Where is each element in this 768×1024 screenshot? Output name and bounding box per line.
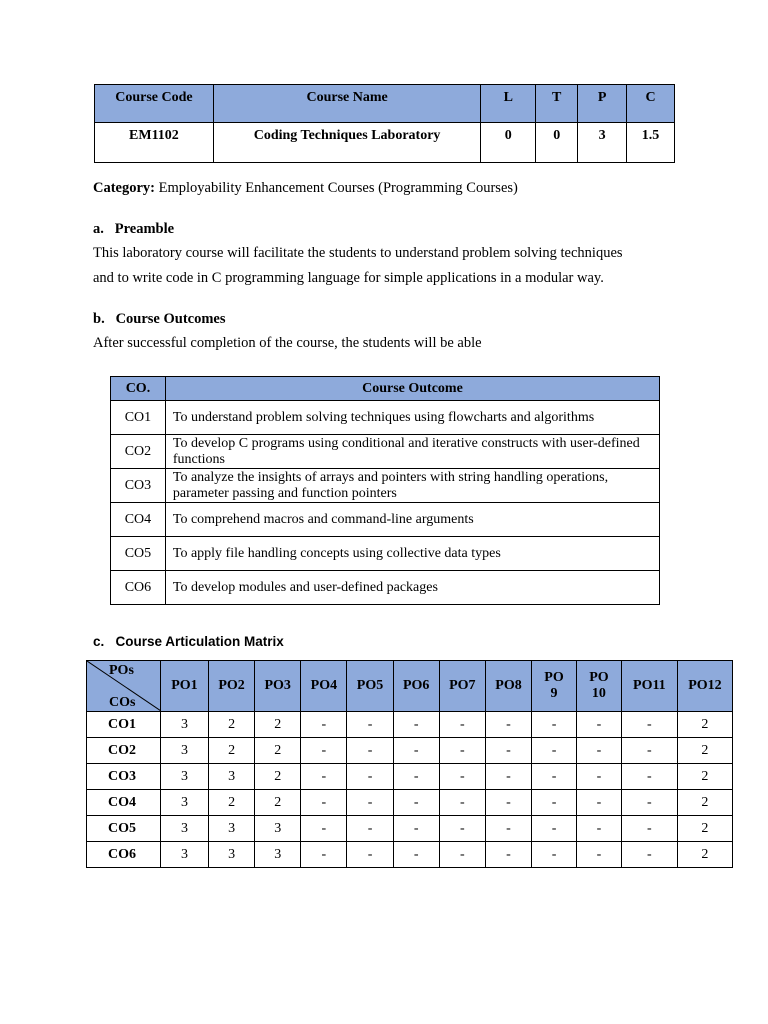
co-row xyxy=(111,469,660,503)
course-value-row xyxy=(95,123,675,163)
outcomes-intro: After successful completion of the course, the students will be able xyxy=(93,335,482,351)
matrix-cell: 2 xyxy=(677,712,732,738)
header-l: L xyxy=(481,85,536,123)
matrix-cell: - xyxy=(439,738,485,764)
matrix-cell: - xyxy=(301,790,347,816)
co-text: To comprehend macros and command-line arguments xyxy=(165,503,659,537)
category-label: Category: xyxy=(93,180,156,196)
matrix-cell: - xyxy=(439,842,485,868)
co-id: CO3 xyxy=(111,469,166,503)
matrix-cell: - xyxy=(576,764,621,790)
matrix-cell: 2 xyxy=(208,790,254,816)
matrix-cell: - xyxy=(347,842,393,868)
matrix-cell: - xyxy=(532,816,577,842)
preamble-line-2: and to write code in C programming language for simple applications in a modular way. xyxy=(93,270,604,286)
matrix-cell: - xyxy=(439,764,485,790)
preamble-body xyxy=(93,241,623,291)
matrix-cell: 3 xyxy=(160,738,208,764)
matrix-cell: 2 xyxy=(677,842,732,868)
matrix-row-header: CO1 xyxy=(87,712,161,738)
co-row xyxy=(111,401,660,435)
matrix-cell: - xyxy=(347,712,393,738)
course-info-table xyxy=(94,84,675,163)
header-t: T xyxy=(536,85,578,123)
matrix-cell: - xyxy=(576,816,621,842)
matrix-cell: 3 xyxy=(255,842,301,868)
co-text: To apply file handling concepts using collective data types xyxy=(165,537,659,571)
matrix-col-header: PO3 xyxy=(255,661,301,712)
co-id: CO5 xyxy=(111,537,166,571)
t-value: 0 xyxy=(536,123,578,163)
matrix-cell: 3 xyxy=(208,764,254,790)
co-row xyxy=(111,537,660,571)
matrix-cell: - xyxy=(532,738,577,764)
preamble-heading: a. Preamble xyxy=(93,221,175,237)
matrix-cell: - xyxy=(393,764,439,790)
matrix-col-header: PO7 xyxy=(439,661,485,712)
matrix-cell: - xyxy=(347,816,393,842)
matrix-row xyxy=(87,842,733,868)
matrix-row xyxy=(87,816,733,842)
matrix-col-header: PO4 xyxy=(301,661,347,712)
matrix-body xyxy=(87,712,733,868)
matrix-cell: 2 xyxy=(677,816,732,842)
matrix-cell: - xyxy=(576,738,621,764)
matrix-row-header: CO3 xyxy=(87,764,161,790)
co-column-header: CO. xyxy=(111,377,166,401)
matrix-col-header: PO5 xyxy=(347,661,393,712)
matrix-cell: 2 xyxy=(677,790,732,816)
corner-cos-label: COs xyxy=(109,695,136,710)
matrix-cell: - xyxy=(301,712,347,738)
matrix-cell: 3 xyxy=(208,842,254,868)
matrix-cell: - xyxy=(485,790,531,816)
matrix-cell: - xyxy=(301,764,347,790)
matrix-row xyxy=(87,712,733,738)
matrix-cell: - xyxy=(485,764,531,790)
co-header-row xyxy=(111,377,660,401)
co-id: CO1 xyxy=(111,401,166,435)
matrix-row-header: CO2 xyxy=(87,738,161,764)
matrix-col-header: PO8 xyxy=(485,661,531,712)
matrix-cell: 2 xyxy=(208,712,254,738)
matrix-cell: - xyxy=(485,712,531,738)
matrix-cell: - xyxy=(576,790,621,816)
course-name-value: Coding Techniques Laboratory xyxy=(213,123,481,163)
matrix-cell: - xyxy=(301,816,347,842)
matrix-cell: - xyxy=(393,790,439,816)
co-row xyxy=(111,503,660,537)
matrix-cell: - xyxy=(532,764,577,790)
matrix-row xyxy=(87,790,733,816)
matrix-cell: - xyxy=(393,712,439,738)
matrix-cell: - xyxy=(393,816,439,842)
matrix-cell: - xyxy=(485,842,531,868)
matrix-row-header: CO4 xyxy=(87,790,161,816)
category-text: Employability Enhancement Courses (Programming Courses) xyxy=(155,180,518,196)
co-text: To develop C programs using conditional and iterative constructs with user-defined functions xyxy=(165,435,659,469)
matrix-row-header: CO5 xyxy=(87,816,161,842)
category-line xyxy=(93,176,518,201)
corner-pos-label: POs xyxy=(109,663,134,678)
p-value: 3 xyxy=(578,123,627,163)
matrix-cell: 3 xyxy=(160,842,208,868)
co-id: CO6 xyxy=(111,571,166,605)
outcome-column-header: Course Outcome xyxy=(165,377,659,401)
matrix-cell: - xyxy=(621,816,677,842)
matrix-cell: 2 xyxy=(255,712,301,738)
matrix-cell: - xyxy=(439,712,485,738)
co-row xyxy=(111,435,660,469)
matrix-col-header: PO1 xyxy=(160,661,208,712)
matrix-col-header: PO11 xyxy=(621,661,677,712)
matrix-cell: 2 xyxy=(208,738,254,764)
matrix-cell: 2 xyxy=(255,764,301,790)
course-header-row xyxy=(95,85,675,123)
matrix-cell: - xyxy=(621,790,677,816)
matrix-col-header: PO12 xyxy=(677,661,732,712)
matrix-col-header: PO 10 xyxy=(576,661,621,712)
outcomes-heading: b. Course Outcomes xyxy=(93,311,226,327)
matrix-row xyxy=(87,764,733,790)
matrix-cell: - xyxy=(439,790,485,816)
articulation-matrix xyxy=(86,660,733,868)
co-id: CO2 xyxy=(111,435,166,469)
matrix-cell: - xyxy=(621,712,677,738)
course-outcome-table xyxy=(110,376,660,605)
matrix-row-header: CO6 xyxy=(87,842,161,868)
matrix-cell: - xyxy=(621,842,677,868)
matrix-cell: 2 xyxy=(255,738,301,764)
matrix-header-row xyxy=(87,661,733,712)
header-p: P xyxy=(578,85,627,123)
matrix-cell: - xyxy=(393,738,439,764)
matrix-cell: - xyxy=(393,842,439,868)
preamble-line-1: This laboratory course will facilitate the students to understand problem solving techniques xyxy=(93,245,623,261)
matrix-cell: - xyxy=(301,738,347,764)
matrix-row xyxy=(87,738,733,764)
matrix-cell: 2 xyxy=(255,790,301,816)
matrix-cell: - xyxy=(439,816,485,842)
c-value: 1.5 xyxy=(627,123,675,163)
matrix-col-header: PO 9 xyxy=(532,661,577,712)
matrix-cell: - xyxy=(347,790,393,816)
header-course-name: Course Name xyxy=(213,85,481,123)
matrix-cell: - xyxy=(347,764,393,790)
matrix-cell: 3 xyxy=(160,764,208,790)
matrix-cell: - xyxy=(347,738,393,764)
matrix-cell: 2 xyxy=(677,738,732,764)
co-text: To analyze the insights of arrays and pointers with string handling operations, parameter passing and function pointers xyxy=(165,469,659,503)
matrix-cell: - xyxy=(621,738,677,764)
matrix-heading: c. Course Articulation Matrix xyxy=(93,634,284,649)
l-value: 0 xyxy=(481,123,536,163)
co-id: CO4 xyxy=(111,503,166,537)
co-row xyxy=(111,571,660,605)
matrix-cell: 3 xyxy=(208,816,254,842)
matrix-col-header: PO2 xyxy=(208,661,254,712)
matrix-cell: - xyxy=(532,790,577,816)
matrix-cell: 3 xyxy=(160,816,208,842)
matrix-cell: 3 xyxy=(160,712,208,738)
matrix-cell: - xyxy=(301,842,347,868)
co-text: To develop modules and user-defined packages xyxy=(165,571,659,605)
course-code-value: EM1102 xyxy=(95,123,214,163)
matrix-cell: - xyxy=(532,842,577,868)
header-course-code: Course Code xyxy=(95,85,214,123)
matrix-cell: - xyxy=(621,764,677,790)
matrix-cell: 3 xyxy=(160,790,208,816)
co-text: To understand problem solving techniques using flowcharts and algorithms xyxy=(165,401,659,435)
matrix-cell: 2 xyxy=(677,764,732,790)
matrix-cell: - xyxy=(576,842,621,868)
matrix-col-header: PO6 xyxy=(393,661,439,712)
matrix-cell: - xyxy=(532,712,577,738)
header-c: C xyxy=(627,85,675,123)
matrix-cell: - xyxy=(485,816,531,842)
matrix-corner-cell xyxy=(87,661,161,712)
matrix-cell: - xyxy=(485,738,531,764)
matrix-cell: 3 xyxy=(255,816,301,842)
matrix-cell: - xyxy=(576,712,621,738)
